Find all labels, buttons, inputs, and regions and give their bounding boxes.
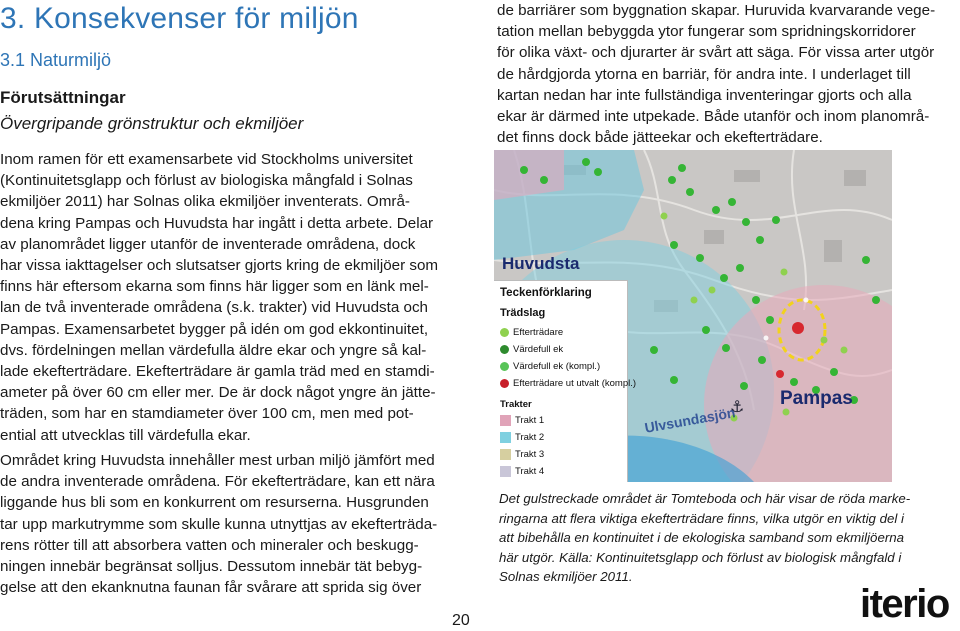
map-caption [499,489,944,587]
text-line: Pampas. Examensarbetet bygger på idén om god ekkontinuitet, [0,320,429,338]
legend-item-label: Värdefull ek (kompl.) [513,361,601,372]
text-line: de andra inventerade områdena. För ekefterträdare, kan ett nära [0,473,435,491]
legend-item-label: Värdefull ek [513,344,564,355]
legend-trakt-label: Trakt 4 [515,466,545,477]
light-green-dot-icon [500,328,509,337]
caption-line: här utgör. Källa: Kontinuitetsglapp och förlust av biologisk mångfald i [499,549,902,565]
page-number: 20 [452,612,470,629]
cyan-square-icon [500,432,511,443]
text-line: de hårdgjorda ytorna en barriär, för andra inte. I underlaget till [497,65,911,83]
oak-inventory-map [494,150,892,482]
legend-trakt-label: Trakt 2 [515,432,545,443]
legend-trakt-label: Trakt 1 [515,415,545,426]
legend-trakter-title: Trakter [500,399,532,410]
text-line: träden, som har en stamdiameter över 100 cm, men med pot- [0,405,414,423]
text-line: ekmiljöer 2011) har Solnas olika ekmiljöer inventerats. Områ- [0,193,410,211]
text-line: finns här eftersom ekarna som finns här ligger som en länk mel- [0,278,429,296]
chapter-title: 3. Konsekvenser för miljön [0,2,359,35]
pink-square-icon [500,415,511,426]
legend-trakt-label: Trakt 3 [515,449,545,460]
legend-item [500,327,563,338]
left-paragraph-1 [0,149,462,446]
text-line: ameter på över 60 cm eller mer. De är dock något yngre än jätte- [0,384,436,402]
text-line: Området kring Huvudsta innehåller mest urban miljö jämfört med [0,452,435,469]
caption-line: Solnas ekmiljöer 2011. [499,569,633,585]
text-line: dvs. fördelningen mellan värdefulla äldre ekar och yngre så kal- [0,341,427,359]
svg-text:⚓: ⚓ [730,397,745,416]
legend-item-label: Efterträdare ut utvalt (kompl.) [513,378,637,389]
right-paragraph [497,0,957,148]
text-line: tar upp markutrymme som skulle kunna utnyttjas av ekefterträda- [0,515,438,533]
text-line: ningen innebär begränsat solljus. Dessutom innebär tät bebyg- [0,558,423,576]
iterio-logo: iterio [860,582,949,626]
beige-square-icon [500,449,511,460]
caption-line: Det gulstreckade området är Tomteboda och här visar de röda marke- [499,491,911,506]
text-line: dena kring Pampas och Huvudsta har ingått i detta arbete. Delar [0,214,434,232]
red-dot-icon [500,379,509,388]
text-line: lan de två inventerade områdena (s.k. trakter) vid Huvudsta och [0,299,429,317]
subtitle: Övergripande grönstruktur och ekmiljöer [0,114,304,133]
text-line: har vissa iakttagelser och slutsatser gjorts kring de ekmiljöer som [0,257,439,275]
text-line: kartan nedan har inte fullständiga inventeringar gjorts och alla [497,86,912,104]
legend-item [500,378,636,389]
text-line: liggande hus bli som en konkurrent om resurserna. Husgrunden [0,494,429,512]
map-label-water: Ulvsundasjön [643,404,737,436]
legend-trakt [500,449,544,460]
text-line: för olika växt- och djurarter är svårt att säga. För vissa arter utgör [497,44,935,62]
map-label-huvudsta: Huvudsta [502,254,580,273]
text-line: rens rötter till att absorbera vatten och mineraler och beskugg- [0,536,419,554]
text-line: de barriärer som byggnation skapar. Huruvida kvarvarande vege- [497,2,936,19]
legend-trakt [500,432,544,443]
legend-item [500,361,600,372]
text-line: Inom ramen för ett examensarbete vid Stockholms universitet [0,151,413,168]
text-line: lade ekefterträdare. Ekefterträdare är gamla träd med en stamdi- [0,363,435,381]
legend-title: Teckenförklaring [500,287,592,299]
subheading: Förutsättningar [0,88,126,107]
text-line: ential att utvecklas till värdefulla ekar. [0,426,251,444]
legend-item-label: Efterträdare [513,327,564,338]
text-line: ekar är därmed inte utpekade. Både utanför och inom planområ- [497,108,930,126]
text-line: (Kontinuitetsglapp och förlust av biologiska mångfald i Solnas [0,172,413,190]
text-line: av planområdet ligger utanför de inventerade områdena, dock [0,235,416,253]
dark-green-dot-icon [500,345,509,354]
map-label-pampas: Pampas [780,388,853,409]
legend-trakt [500,466,544,477]
text-line: tation mellan bebyggda ytor fungerar som spridningskorridorer [497,23,916,41]
map-legend [494,280,637,482]
text-line: det finns dock både jätteekar och ekefterträdare. [497,129,823,147]
green-dot-icon [500,362,509,371]
legend-item [500,344,563,355]
text-line: gelse att den ekanknutna faunan får svårare att sprida sig över [0,579,422,597]
left-paragraph-2 [0,450,462,598]
lavender-square-icon [500,466,511,477]
legend-trakt [500,415,544,426]
legend-tradslag-title: Trädslag [500,307,546,319]
caption-line: att bibehålla en kontinuitet i de ekologiska samband som ekmiljöerna [499,530,905,546]
caption-line: ringarna att flera viktiga ekefterträdare finns, vilka utgör en viktig del i [499,510,905,526]
section-title: 3.1 Naturmiljö [0,50,112,70]
